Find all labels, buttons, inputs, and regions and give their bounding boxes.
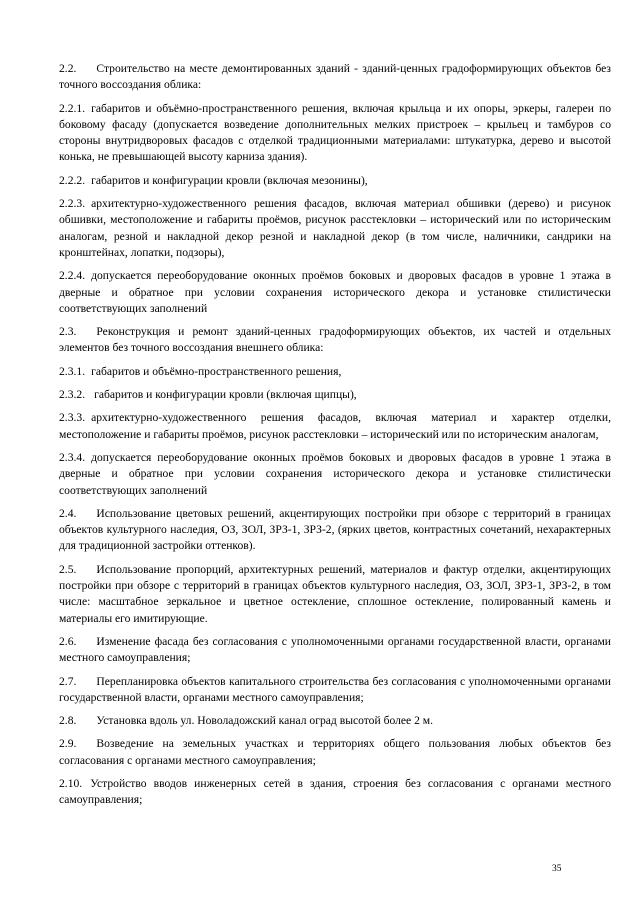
list-item [59,450,611,499]
item-number: 2.3.4. [59,450,86,464]
item-text: Строительство на месте демонтированных зданий - зданий-ценных градоформирующих объектов без точного воссоздания облика: [59,62,611,92]
item-text: габаритов и объёмно-пространственного решения, включая крыльца и их опоры, эркеры, галереи по боковому фасаду (допускается возведение дополнительных мелких пристроек – крыльец и тамбуров со стороны внутридворовых фасадов с отделкой традиционными материалами: штукатурка, дерево и высотой конька, не превышающей высоту карниза здания). [59,101,611,164]
list-item [59,196,611,261]
item-text: архитектурно-художественного решения фасадов, включая материал обшивки (дерево) и рисунок обшивки, местоположение и габариты проёмов, рисунок расстекловки – исторический или по историческим аналогам, резной и накладной декор резной и накладной декор (в том числе, наличники, сандрики на кронштейнах, лопатки, подзоры), [59,197,611,259]
list-item [59,736,611,769]
item-text: Использование цветовых решений, акцентирующих постройки при обзоре с территорий в границах объектов культурного наследия, ОЗ, ЗОЛ, ЗРЗ-1, ЗРЗ-2, (ярких цветов, контрастных сочетаний, нехарактерных для традиционной застройки оттенков). [59,506,611,553]
item-number: 2.2.1. [59,101,86,115]
item-number: 2.3.1. [59,364,86,378]
item-number: 2.3.3. [59,411,86,425]
item-text: Использование пропорций, архитектурных решений, материалов и фактур отделки, акцентирующих постройки при обзоре с территорий в границах объектов культурного наследия, ОЗ, ЗОЛ, ЗРЗ-1, ЗРЗ-2, в том числе: масштабное зеркальное и цветное остекление, сплошное остекление, полированный камень и материалы его имитирующие. [59,562,611,625]
item-text: допускается переоборудование оконных проёмов боковых и дворовых фасадов в уровне 1 этажа в дверные и обратное при условии сохранения исторического декора и установке стилистически соответствующих заполнений [59,450,611,497]
page-number: 35 [552,864,562,874]
item-text: габаритов и объёмно-пространственного решения, [91,364,342,378]
list-item [59,364,611,380]
item-text: габаритов и конфигурации кровли (включая щипцы), [94,388,357,402]
list-item [59,268,611,317]
list-item [59,776,611,809]
list-item [59,61,611,94]
list-item [59,387,611,403]
item-text: Реконструкция и ремонт зданий-ценных градоформирующих объектов, их частей и отдельных элементов без точного воссоздания внешнего облика: [59,325,611,355]
item-number: 2.4. [59,506,77,520]
item-number: 2.2.4. [59,269,86,283]
item-text: Установка вдоль ул. Новоладожский канал оград высотой более 2 м. [96,714,434,728]
list-item [59,506,611,555]
item-text: габаритов и конфигурации кровли (включая мезонины), [91,173,368,187]
item-number: 2.8. [59,714,77,728]
item-text: Изменение фасада без согласования с уполномоченными органами государственной власти, органами местного самоуправления; [59,634,611,665]
list-item [59,634,611,667]
list-item [59,101,611,166]
item-number: 2.2.2. [59,173,86,187]
list-item [59,562,611,627]
list-item [59,173,611,189]
item-number: 2.7. [59,674,77,688]
item-text: архитектурно-художественного решения фасадов, включая материал и характер отделки, местоположение и габариты проёмов, рисунок расстекловки – исторический или по историческим аналогам, [59,411,611,441]
document-body [59,61,611,816]
item-number: 2.3.2. [59,388,86,402]
list-item [59,713,611,729]
item-number: 2.5. [59,562,77,576]
item-number: 2.9. [59,737,77,751]
item-number: 2.10. [59,776,83,790]
item-number: 2.6. [59,634,77,648]
item-number: 2.3. [59,325,77,339]
list-item [59,324,611,357]
list-item [59,674,611,707]
item-text: Возведение на земельных участках и территориях общего пользования любых объектов без согласования с органами местного самоуправления; [59,737,611,767]
item-text: Перепланировка объектов капитального строительства без согласования с уполномоченными органами государственной власти, органами местного самоуправления; [59,674,611,704]
item-text: Устройство вводов инженерных сетей в здания, строения без согласования с органами местного самоуправления; [59,776,611,807]
list-item [59,410,611,443]
item-number: 2.2.3. [59,197,86,211]
item-number: 2.2. [59,62,77,75]
item-text: допускается переоборудование оконных проёмов боковых и дворовых фасадов в уровне 1 этажа в дверные и обратное при условии сохранения исторического декора и установке стилистически соответствующих заполнений [59,269,611,315]
